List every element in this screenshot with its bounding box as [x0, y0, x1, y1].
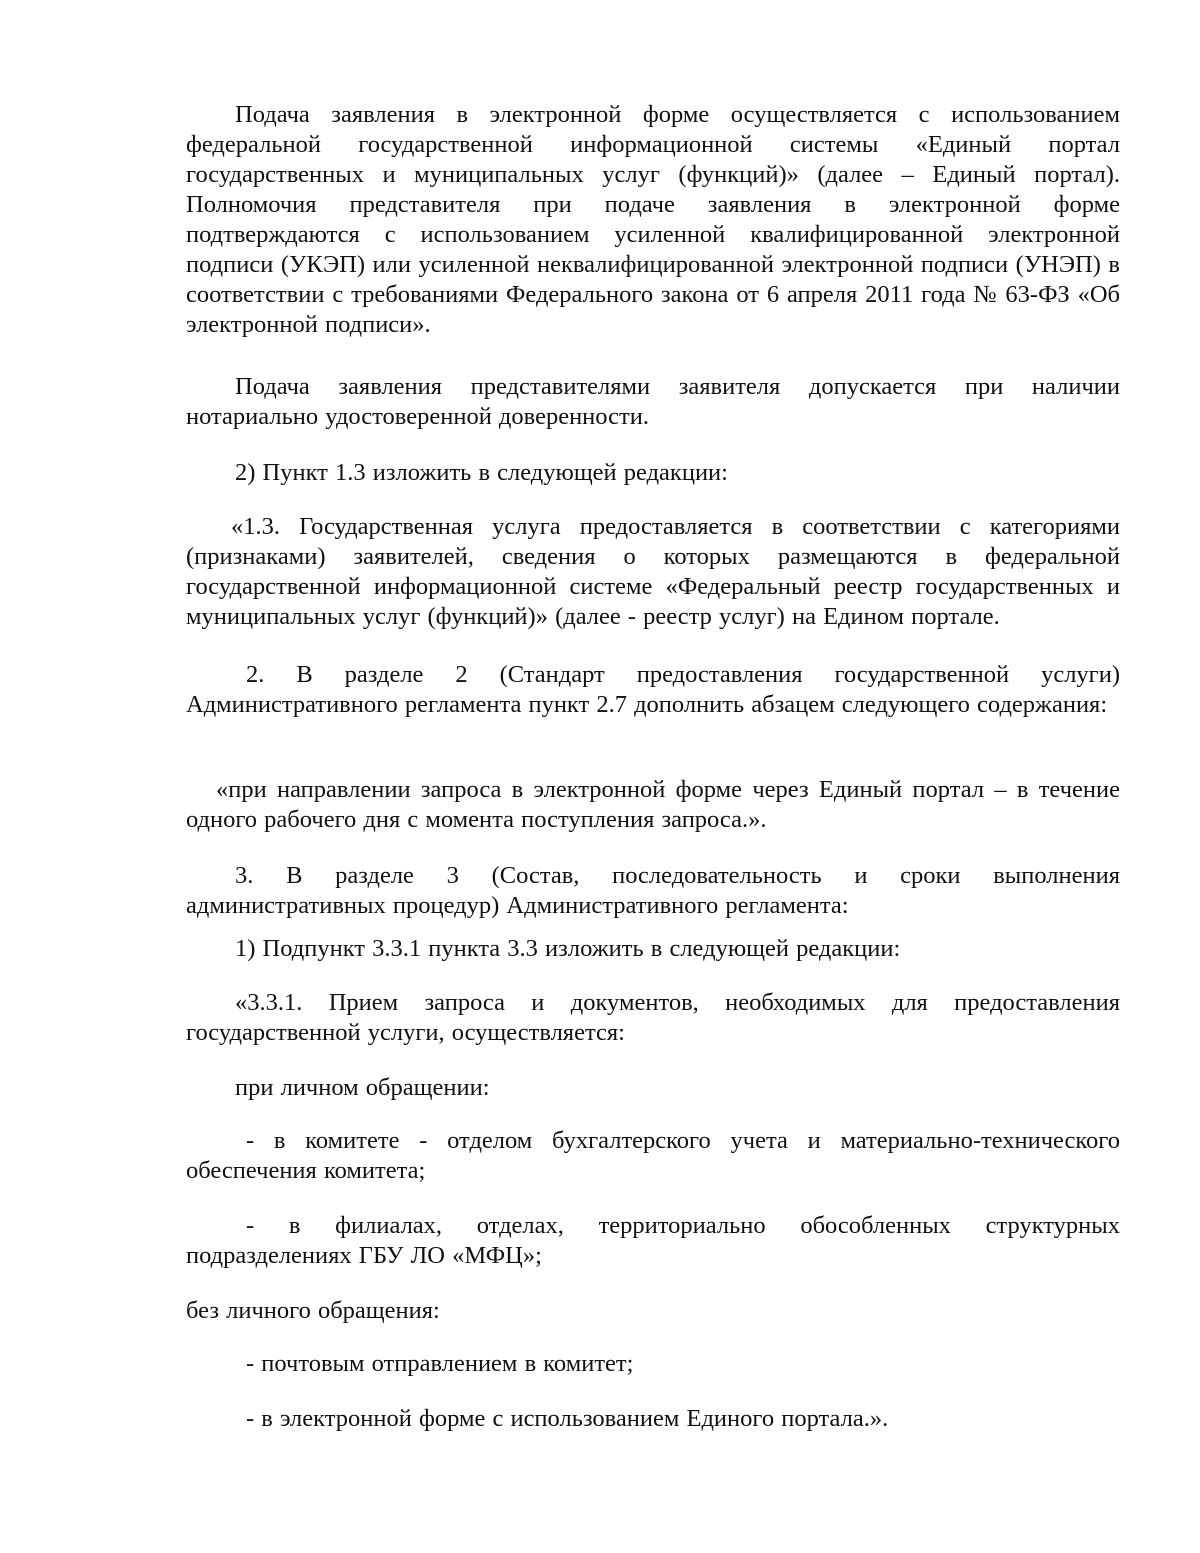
- paragraph-subitem-3-3-1-heading: 1) Подпункт 3.3.1 пункта 3.3 изложить в следующей редакции:: [235, 935, 901, 962]
- paragraph-mfc: - в филиалах, отделах, территориально обособленных структурных подразделениях ГБУ ЛО «МФЦ»;: [186, 1212, 1120, 1269]
- paragraph-electronic-portal: - в электронной форме с использованием Единого портала.».: [246, 1405, 889, 1432]
- paragraph-postal: - почтовым отправлением в комитет;: [246, 1350, 634, 1377]
- paragraph-committee: - в комитете - отделом бухгалтерского учета и материально-технического обеспечения комитета;: [186, 1127, 1120, 1184]
- paragraph-item-1-3-text: «1.3. Государственная услуга предоставляется в соответствии с категориями (признаками) заявителей, сведения о которых размещаются в федеральной государственной информационной системе «Федеральный реестр государственных и муниципальных услуг (функций)» (далее - реестр услуг) на Едином портале.: [186, 513, 1120, 630]
- paragraph-personal-appeal: при личном обращении:: [235, 1074, 490, 1101]
- paragraph-electronic-request-term: «при направлении запроса в электронной форме через Единый портал – в течение одного рабочего дня с момента поступления запроса.».: [186, 776, 1120, 833]
- paragraph-subitem-3-3-1-text: «3.3.1. Прием запроса и документов, необходимых для предоставления государственной услуги, осуществляется:: [186, 989, 1120, 1046]
- paragraph-section-2: 2. В разделе 2 (Стандарт предоставления государственной услуги) Административного регламента пункт 2.7 дополнить абзацем следующего содержания:: [186, 661, 1120, 718]
- paragraph-item-1-3-heading: 2) Пункт 1.3 изложить в следующей редакции:: [235, 459, 728, 486]
- paragraph-section-3: 3. В разделе 3 (Состав, последовательность и сроки выполнения административных процедур) Административного регламента:: [186, 862, 1120, 919]
- paragraph-electronic-submission: Подача заявления в электронной форме осуществляется с использованием федеральной государственной информационной системы «Единый портал государственных и муниципальных услуг (функций)» (далее – Единый портал). Полномочия представителя при подаче заявления в электронной форме подтверждаются с использованием усиленной квалифицированной электронной подписи (УКЭП) или усиленной неквалифицированной электронной подписи (УНЭП) в соответствии с требованиями Федерального закона от 6 апреля 2011 года № 63-ФЗ «Об электронной подписи».: [186, 101, 1120, 338]
- paragraph-representatives: Подача заявления представителями заявителя допускается при наличии нотариально удостоверенной доверенности.: [186, 373, 1120, 430]
- paragraph-without-personal-appeal: без личного обращения:: [186, 1297, 440, 1324]
